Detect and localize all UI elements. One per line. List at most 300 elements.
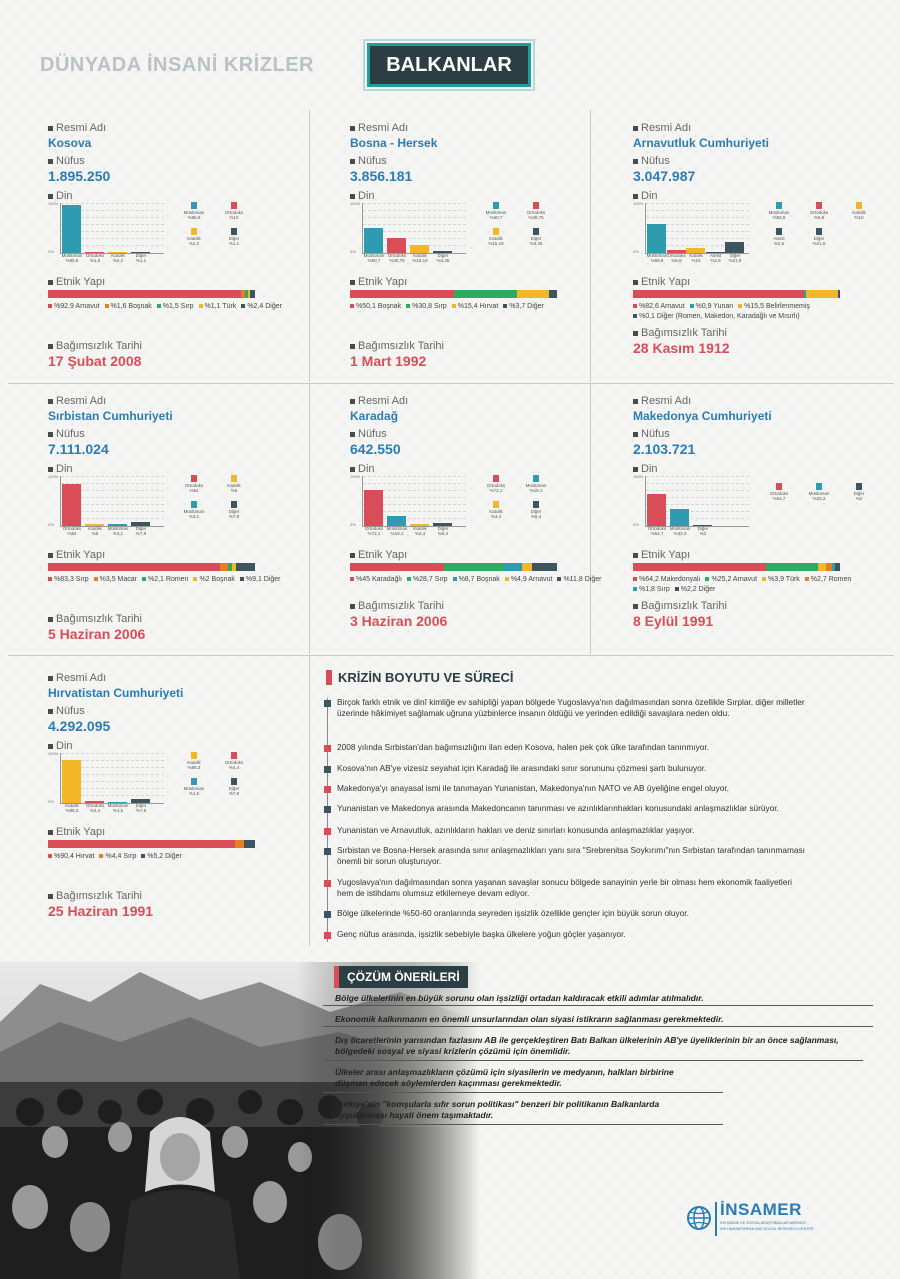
ethnic-text: %2,4 Diğer — [247, 303, 282, 310]
legend-swatch — [199, 304, 203, 308]
ethnic-segment — [818, 563, 826, 571]
divider — [8, 383, 894, 384]
ethnic-text: %4,9 Arnavut — [510, 576, 553, 583]
y-tick-label: 0% — [633, 522, 639, 527]
bar-category: Diğer — [135, 803, 147, 808]
legend-item — [220, 501, 248, 520]
legend-swatch — [503, 304, 507, 308]
bar-label — [129, 527, 153, 537]
bar-value: %4,4 — [89, 807, 101, 813]
bar-category: Katolik — [111, 253, 125, 258]
population-label-text: Nüfus — [358, 155, 387, 167]
ethnic-item — [633, 585, 670, 595]
ethnic-text: %83,3 Sırp — [54, 576, 89, 583]
religion-label-text: Din — [641, 463, 658, 475]
independence-label — [48, 340, 142, 352]
legend-value: %1,1 — [228, 240, 240, 246]
divider — [8, 655, 894, 656]
official-name-label — [48, 122, 106, 134]
bar-label — [83, 527, 107, 537]
bullet-icon — [324, 700, 331, 707]
legend-swatch — [776, 228, 782, 235]
legend-item — [765, 228, 793, 247]
bar-label — [60, 527, 84, 537]
y-tick-label: 100% — [48, 474, 59, 479]
ethnic-bar — [633, 563, 840, 571]
ethnic-text: %30,8 Sırp — [412, 303, 447, 310]
solution-underline — [323, 1124, 723, 1125]
legend-value: %4,4 — [228, 764, 240, 770]
legend-value: %15,19 — [488, 240, 504, 246]
square-bullet-icon — [633, 331, 638, 336]
population-label — [350, 428, 387, 440]
official-name-label-text: Resmi Adı — [56, 395, 107, 407]
legend-value: %2,2 — [188, 240, 200, 246]
bar-value: %7,9 — [135, 530, 147, 536]
bar-category: Ateist — [709, 253, 722, 258]
independence-label — [48, 890, 142, 902]
square-bullet-icon — [350, 194, 355, 199]
bullet-icon — [324, 745, 331, 752]
page-title: BALKANLAR — [367, 43, 531, 87]
y-tick-label: 0% — [48, 249, 54, 254]
ethnic-item — [633, 312, 800, 322]
ethnic-item — [705, 575, 757, 585]
legend-swatch — [48, 577, 52, 581]
population-value: 3.856.181 — [350, 168, 413, 184]
square-bullet-icon — [633, 399, 638, 404]
legend-label: Ortodoks — [809, 210, 829, 215]
religion-bar — [364, 490, 383, 526]
bar-value: %64,7 — [650, 530, 664, 536]
legend-label: Ateist — [773, 236, 785, 241]
bar-category: Ortodoks — [387, 253, 407, 258]
bar-value: %33,3 — [673, 530, 687, 536]
independence-date: 28 Kasım 1912 — [633, 340, 730, 356]
ethnic-label-text: Etnik Yapı — [56, 826, 106, 838]
population-label-text: Nüfus — [358, 428, 387, 440]
bar-label — [408, 254, 432, 264]
square-bullet-icon — [350, 467, 355, 472]
religion-chart — [633, 474, 751, 534]
bar-category: Diğer — [135, 526, 147, 531]
legend-swatch — [105, 304, 109, 308]
legend-label: Katolik — [489, 509, 503, 514]
legend-item — [765, 483, 793, 502]
population-value: 3.047.987 — [633, 168, 696, 184]
legend-label: Diğer — [228, 236, 240, 241]
legend-item — [522, 228, 550, 247]
bar-label — [83, 804, 107, 814]
y-tick-label: 100% — [633, 201, 644, 206]
ethnic-segment — [522, 563, 532, 571]
independence-label — [48, 613, 142, 625]
bar-label — [691, 527, 715, 537]
ethnic-bar — [48, 290, 255, 298]
ethnic-segment — [806, 290, 838, 298]
legend-swatch — [142, 577, 146, 581]
legend-value: %58,8 — [772, 214, 786, 220]
legend-item — [220, 475, 248, 494]
bar-label — [408, 527, 432, 537]
legend-swatch — [557, 577, 561, 581]
square-bullet-icon — [48, 126, 53, 131]
solution-underline — [323, 1092, 723, 1093]
y-axis — [60, 476, 61, 526]
country-name: Karadağ — [350, 409, 399, 423]
independence-label-text: Bağımsızlık Tarihi — [56, 613, 142, 625]
crisis-item: Sırbistan ve Bosna-Hersek arasında sınır anlaşmazlıkları yanı sıra "Srebrenitsa Soykırımı"nın Sırbistan tarafından tanınmaması önemli bir sorun oluşturuyor. — [337, 845, 805, 867]
square-bullet-icon — [48, 344, 53, 349]
bar-label — [431, 527, 455, 537]
ethnic-item — [633, 302, 685, 312]
religion-bar — [387, 238, 406, 253]
ethnic-item — [350, 575, 402, 585]
ethnic-item — [141, 852, 182, 862]
legend-item — [805, 228, 833, 247]
ethnic-item — [240, 575, 281, 585]
y-axis — [362, 203, 363, 253]
legend-swatch — [350, 577, 354, 581]
legend-label: Diğer — [530, 509, 542, 514]
ethnic-bar — [48, 840, 255, 848]
population-value: 2.103.721 — [633, 441, 696, 457]
legend-value: %6,8 — [813, 214, 825, 220]
ethnic-label-text: Etnik Yapı — [641, 549, 691, 561]
legend-value: %84 — [189, 487, 199, 493]
legend-label: Diğer — [530, 236, 542, 241]
legend-item — [220, 752, 248, 771]
legend-item — [845, 202, 873, 221]
ethnic-item — [94, 575, 137, 585]
bar-category: Ortodoks — [62, 526, 82, 531]
ethnic-segment — [250, 290, 255, 298]
square-bullet-icon — [633, 280, 638, 285]
square-bullet-icon — [350, 604, 355, 609]
religion-bar — [387, 516, 406, 526]
legend-swatch — [856, 483, 862, 490]
ethnic-legend — [633, 575, 895, 595]
legend-swatch — [240, 577, 244, 581]
ethnic-segment — [532, 563, 557, 571]
ethnic-segment — [444, 563, 504, 571]
legend-swatch — [805, 577, 809, 581]
ethnic-text: %1,1 Türk — [204, 303, 237, 310]
ethnic-text: %90,4 Hırvat — [54, 853, 95, 860]
country-panel — [48, 395, 310, 653]
bar-label — [362, 254, 386, 264]
legend-value: %72,1 — [489, 487, 503, 493]
population-label — [48, 155, 85, 167]
bar-category: Katolik — [689, 253, 703, 258]
ethnic-text: %3,9 Türk — [768, 576, 800, 583]
legend-swatch — [493, 501, 499, 508]
independence-label-text: Bağımsızlık Tarihi — [56, 340, 142, 352]
ethnic-item — [738, 302, 810, 312]
logo-name: İNSAMER — [720, 1200, 802, 1219]
population-value: 7.111.024 — [48, 441, 109, 457]
ethnic-bar — [633, 290, 840, 298]
ethnic-segment — [48, 563, 220, 571]
country-panel — [350, 395, 612, 653]
legend-label: Ortodoks — [486, 483, 506, 488]
legend-swatch — [193, 577, 197, 581]
bar-category: Ortodoks — [364, 526, 384, 531]
ethnic-item — [633, 575, 700, 585]
ethnic-label-text: Etnik Yapı — [56, 276, 106, 288]
religion-chart — [350, 201, 468, 261]
legend-item — [180, 501, 208, 520]
ethnic-label — [633, 549, 690, 561]
legend-label: Müslüman — [768, 210, 790, 215]
country-panel — [350, 122, 612, 380]
ethnic-label — [48, 826, 105, 838]
gridline — [646, 203, 749, 204]
square-bullet-icon — [48, 894, 53, 899]
ethnic-item — [453, 575, 500, 585]
bar-label — [645, 527, 669, 537]
bar-label — [83, 254, 107, 264]
legend-swatch — [406, 304, 410, 308]
gridline — [363, 224, 466, 225]
ethnic-text: %9,1 Diğer — [245, 576, 281, 583]
solution-underline — [323, 1026, 873, 1027]
bar-value: %15,19 — [412, 257, 428, 263]
square-bullet-icon — [350, 280, 355, 285]
legend-item — [482, 228, 510, 247]
ethnic-segment — [220, 563, 227, 571]
independence-label-text: Bağımsızlık Tarihi — [56, 890, 142, 902]
country-name: Makedonya Cumhuriyeti — [633, 409, 772, 423]
bar-value: %3,4 — [414, 530, 426, 536]
ethnic-text: %4,4 Sırp — [105, 853, 137, 860]
ethnic-bar — [48, 563, 255, 571]
ethnic-text: %2,7 Romen — [810, 576, 852, 583]
population-label — [633, 428, 670, 440]
population-label — [350, 155, 387, 167]
legend-label: Diğer — [813, 236, 825, 241]
legend-label: Katolik — [227, 483, 241, 488]
legend-swatch — [191, 778, 197, 785]
official-name-label — [350, 395, 408, 407]
legend-value: %3,1 — [188, 513, 200, 519]
legend-item — [805, 483, 833, 502]
bullet-icon — [324, 828, 331, 835]
gridline — [363, 217, 466, 218]
legend-swatch — [633, 587, 637, 591]
ethnic-label — [633, 276, 690, 288]
gridline — [646, 217, 749, 218]
square-bullet-icon — [350, 432, 355, 437]
ethnic-text: %15,5 Belirlenmemiş — [744, 303, 810, 310]
legend-item — [522, 501, 550, 520]
legend-swatch — [738, 304, 742, 308]
population-value: 1.895.250 — [48, 168, 111, 184]
religion-bar — [647, 494, 666, 526]
legend-swatch — [856, 202, 862, 209]
legend-value: %50,7 — [489, 214, 503, 220]
legend-label: Katolik — [852, 210, 866, 215]
solution-item: Bölge ülkelerinin en büyük sorunu olan işsizliği ortadan kaldıracak etkili adımlar atılmalıdır. — [335, 993, 704, 1003]
bar-value: %95,6 — [65, 257, 79, 263]
legend-value: %2 — [855, 495, 863, 501]
religion-legend — [482, 475, 612, 535]
ethnic-item — [805, 575, 851, 585]
religion-bar — [62, 205, 81, 253]
ethnic-item — [675, 585, 716, 595]
bar-value: %6,8 — [671, 257, 682, 263]
ethnic-item — [406, 302, 447, 312]
square-bullet-icon — [48, 676, 53, 681]
independence-label-text: Bağımsızlık Tarihi — [358, 340, 444, 352]
legend-value: %21,9 — [812, 240, 826, 246]
official-name-label-text: Resmi Adı — [358, 122, 409, 134]
legend-label: Diğer — [853, 491, 865, 496]
bar-label — [60, 254, 84, 264]
religion-legend — [180, 752, 310, 812]
ethnic-segment — [454, 290, 518, 298]
independence-label — [633, 600, 727, 612]
bullet-icon — [324, 766, 331, 773]
bar-value: %84 — [67, 530, 77, 536]
ethnic-item — [407, 575, 448, 585]
y-tick-label: 0% — [350, 249, 356, 254]
legend-value: %3,4 — [490, 513, 502, 519]
legend-swatch — [191, 752, 197, 759]
legend-item — [180, 778, 208, 797]
legend-value: %33,3 — [812, 495, 826, 501]
legend-swatch — [816, 228, 822, 235]
gridline — [61, 203, 164, 204]
legend-item — [522, 475, 550, 494]
independence-date: 8 Eylül 1991 — [633, 613, 714, 629]
independence-label-text: Bağımsızlık Tarihi — [641, 600, 727, 612]
ethnic-legend — [350, 575, 612, 585]
legend-label: Ortodoks — [224, 210, 244, 215]
religion-chart — [633, 201, 751, 261]
gridline — [646, 483, 749, 484]
ethnic-segment — [48, 290, 241, 298]
legend-value: %2,5 — [773, 240, 785, 246]
legend-label: Müslüman — [808, 491, 830, 496]
crisis-title: KRİZİN BOYUTU VE SÜRECİ — [338, 670, 514, 685]
crisis-heading — [326, 670, 514, 685]
ethnic-item — [350, 302, 401, 312]
bar-value: %3,1 — [112, 530, 124, 536]
ethnic-legend — [48, 852, 310, 862]
bullet-icon — [324, 848, 331, 855]
ethnic-label — [48, 549, 105, 561]
legend-swatch — [191, 202, 197, 209]
legend-item — [220, 202, 248, 221]
ethnic-text: %82,6 Arnavut — [639, 303, 685, 310]
y-tick-label: 0% — [633, 249, 639, 254]
bar-category: Katolik — [65, 803, 79, 808]
ethnic-item — [193, 575, 234, 585]
official-name-label-text: Resmi Adı — [56, 122, 107, 134]
bar-category: Ortodoks — [85, 803, 105, 808]
bar-value: %2,5 — [710, 257, 721, 263]
bar-label — [668, 527, 692, 537]
legend-value: %7,8 — [228, 790, 240, 796]
bar-value: %50,7 — [367, 257, 381, 263]
religion-bar — [725, 242, 744, 253]
independence-date: 5 Haziran 2006 — [48, 626, 146, 642]
ethnic-item — [505, 575, 553, 585]
independence-label-text: Bağımsızlık Tarihi — [358, 600, 444, 612]
ethnic-label-text: Etnik Yapı — [358, 276, 408, 288]
legend-value: %95,6 — [187, 214, 201, 220]
logo-line2: IHH HUMANITARIAN AND SOCIAL RESEARCH CENTER — [720, 1227, 814, 1231]
religion-chart — [350, 474, 468, 534]
y-tick-label: 100% — [350, 474, 361, 479]
bar-category: Müslüman — [107, 526, 129, 531]
bar-label — [385, 527, 409, 537]
crisis-item: 2008 yılında Sırbistan'dan bağımsızlığını ilan eden Kosova, halen pek çok ülke tarafından tanınmıyor. — [337, 742, 709, 752]
legend-item — [180, 475, 208, 494]
independence-date: 3 Haziran 2006 — [350, 613, 448, 629]
legend-value: %1,5 — [188, 790, 200, 796]
ethnic-text: %64,2 Makedonyalı — [639, 576, 701, 583]
bullet-icon — [324, 786, 331, 793]
square-bullet-icon — [633, 467, 638, 472]
bar-value: %86,3 — [65, 807, 79, 813]
square-bullet-icon — [48, 709, 53, 714]
legend-swatch — [231, 501, 237, 508]
ethnic-text: %2 Boşnak — [199, 576, 235, 583]
bar-category: Müslüman — [107, 803, 129, 808]
gridline — [646, 476, 749, 477]
ethnic-item — [157, 302, 194, 312]
legend-label: Müslüman — [183, 509, 205, 514]
legend-swatch — [191, 501, 197, 508]
legend-swatch — [231, 752, 237, 759]
religion-label-text: Din — [358, 190, 375, 202]
y-tick-label: 100% — [48, 201, 59, 206]
legend-value: %10 — [854, 214, 864, 220]
official-name-label-text: Resmi Adı — [56, 672, 107, 684]
legend-swatch — [157, 304, 161, 308]
y-axis — [645, 203, 646, 253]
ethnic-label — [48, 276, 105, 288]
independence-date: 1 Mart 1992 — [350, 353, 427, 369]
ethnic-text: %50,1 Boşnak — [356, 303, 402, 310]
ethnic-text: %8,7 Boşnak — [458, 576, 500, 583]
religion-label-text: Din — [56, 740, 73, 752]
legend-label: Katolik — [489, 236, 503, 241]
ethnic-text: %3,7 Diğer — [509, 303, 544, 310]
square-bullet-icon — [350, 344, 355, 349]
population-value: 642.550 — [350, 441, 401, 457]
legend-value: %7,9 — [228, 513, 240, 519]
crisis-item: Genç nüfus arasında, işsizlik sebebiyle başka ülkelere yoğun göçler yaşanıyor. — [337, 929, 626, 939]
legend-swatch — [231, 475, 237, 482]
ethnic-text: %5,2 Diğer — [147, 853, 182, 860]
ethnic-segment — [504, 563, 522, 571]
legend-value: %64,7 — [772, 495, 786, 501]
bar-label — [385, 254, 409, 264]
independence-date: 17 Şubat 2008 — [48, 353, 142, 369]
legend-label: Ortodoks — [769, 491, 789, 496]
square-bullet-icon — [633, 553, 638, 558]
crisis-item: Yunanistan ve Makedonya arasında Makedoncanın tanınması ve azınlıklarınhakları konusundaki anlaşmazlıklar sürüyor. — [337, 803, 779, 813]
ethnic-bar — [350, 563, 557, 571]
country-name: Hırvatistan Cumhuriyeti — [48, 686, 184, 700]
bar-label — [106, 527, 130, 537]
country-panel — [633, 395, 895, 653]
bar-category: Diğer — [729, 253, 741, 258]
ethnic-label-text: Etnik Yapı — [358, 549, 408, 561]
